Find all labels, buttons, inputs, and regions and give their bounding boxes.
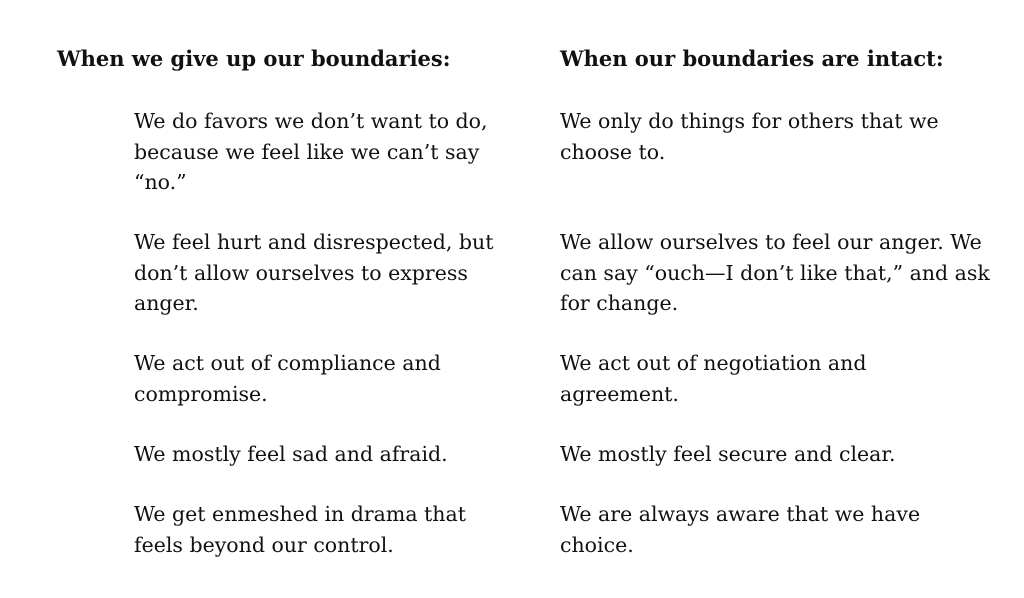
right-item-3: We act out of negotiation and agreement.	[560, 351, 867, 406]
right-item-4: We mostly feel secure and clear.	[560, 442, 896, 466]
right-column	[560, 44, 1010, 557]
right-column-heading: When our boundaries are intact:	[560, 46, 944, 71]
left-item-5: We get enmeshed in drama that feels beyond our control.	[134, 502, 466, 557]
left-item-1: We do favors we don’t want to do, because we feel like we can’t say “no.”	[134, 109, 488, 194]
right-item-5: We are always aware that we have choice.	[560, 502, 921, 557]
left-column-heading: When we give up our boundaries:	[57, 46, 451, 71]
left-column	[57, 44, 497, 557]
left-item-3: We act out of compliance and compromise.	[134, 351, 441, 406]
right-item-2: We allow ourselves to feel our anger. We can say “ouch—I don’t like that,” and ask for change.	[560, 230, 990, 315]
right-item-1: We only do things for others that we choose to.	[560, 109, 939, 164]
left-item-4: We mostly feel sad and afraid.	[134, 442, 448, 466]
left-item-2: We feel hurt and disrespected, but don’t allow ourselves to express anger.	[134, 230, 494, 315]
